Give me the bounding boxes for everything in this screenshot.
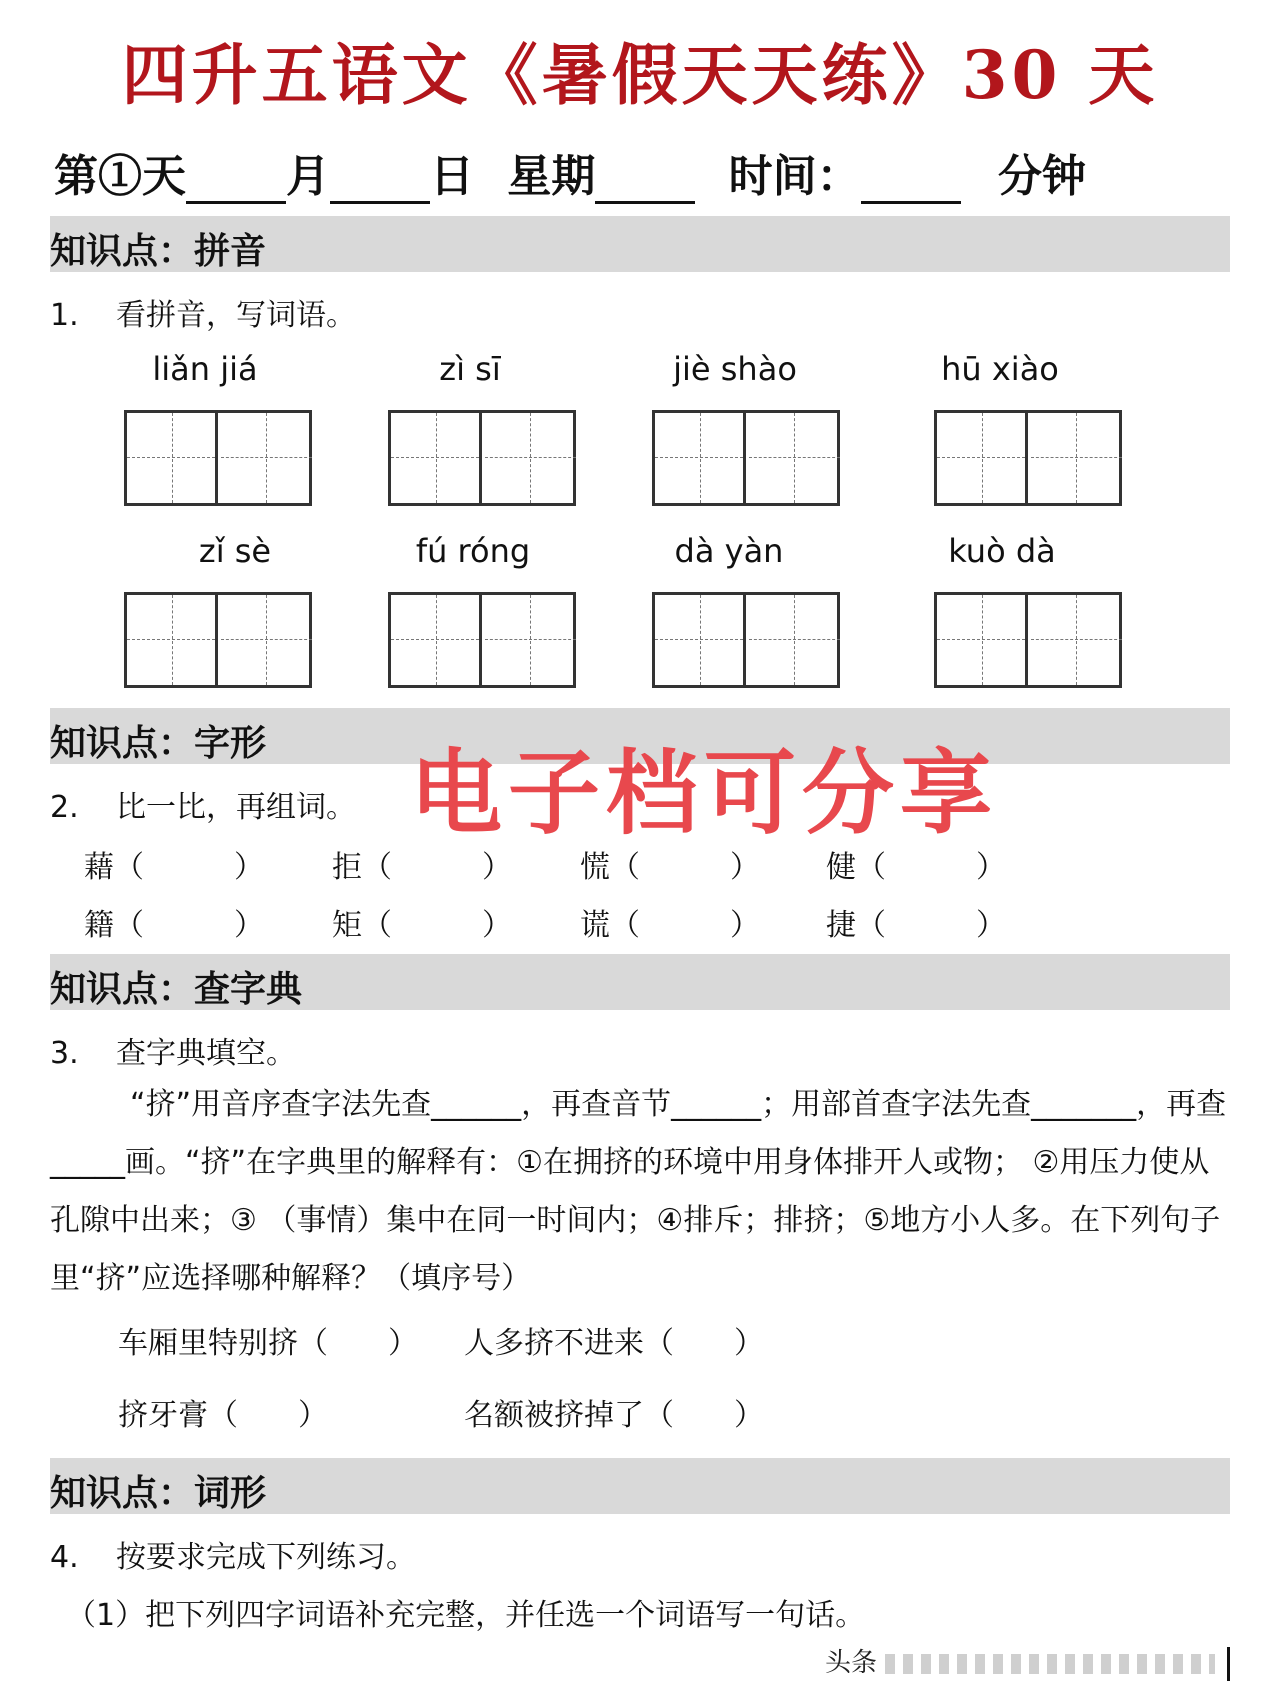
pinyin-label: zì sī [439, 350, 501, 388]
writing-grid[interactable] [934, 410, 1122, 506]
pinyin-label: kuò dà [948, 532, 1056, 570]
footer-end-mark [1227, 1647, 1230, 1681]
time-label: 时间： [728, 151, 861, 202]
compare-item[interactable]: 矩（ ） [332, 908, 512, 943]
writing-grid[interactable] [124, 410, 312, 506]
footer-brand: 头条 [824, 1648, 877, 1678]
writing-grid[interactable] [388, 592, 576, 688]
question-1: 1. 看拼音，写词语。 [50, 298, 356, 333]
section-header-word-form: 知识点：词形 [50, 1458, 1230, 1514]
compare-item[interactable]: 拒（ ） [332, 850, 512, 885]
pinyin-label: hū xiào [941, 350, 1059, 388]
compare-item[interactable]: 藉（ ） [84, 850, 264, 885]
month-label: 月 [286, 151, 330, 202]
question-4: 4. 按要求完成下列练习。 [50, 1540, 416, 1575]
answer-item[interactable]: 车厢里特别挤（ ） [118, 1326, 418, 1361]
writing-grid[interactable] [388, 410, 576, 506]
answer-item[interactable]: 人多挤不进来（ ） [464, 1326, 764, 1361]
pinyin-label: jiè shào [673, 350, 797, 388]
compare-item[interactable]: 捷（ ） [826, 908, 1006, 943]
pinyin-label: fú róng [415, 532, 531, 570]
minutes-label: 分钟 [997, 151, 1086, 202]
month-blank[interactable] [186, 160, 286, 204]
section-header-dictionary: 知识点：查字典 [50, 954, 1230, 1010]
section-header-pinyin: 知识点：拼音 [50, 216, 1230, 272]
pinyin-label: liǎn jiá [152, 350, 258, 388]
share-watermark: 电子档可分享 [410, 740, 999, 847]
answer-item[interactable]: 名额被挤掉了（ ） [464, 1398, 764, 1433]
date-line [54, 140, 1244, 204]
pinyin-label: zǐ sè [198, 532, 272, 570]
writing-grid[interactable] [934, 592, 1122, 688]
worksheet-title: 四升五语文《暑假天天练》30 天 [121, 36, 1159, 114]
question-2: 2. 比一比，再组词。 [50, 790, 356, 825]
writing-grid[interactable] [652, 410, 840, 506]
time-blank[interactable] [861, 160, 961, 204]
weekday-blank[interactable] [595, 160, 695, 204]
compare-item[interactable]: 慌（ ） [580, 850, 760, 885]
footer-decoration [885, 1654, 1215, 1674]
footer [825, 1642, 1230, 1681]
section-header-glyph: 知识点：字形 [50, 708, 1230, 764]
question-4-sub1: （1）把下列四字词语补充完整，并任选一个词语写一句话。 [66, 1598, 866, 1633]
compare-item[interactable]: 谎（ ） [580, 908, 760, 943]
writing-grid[interactable] [124, 592, 312, 688]
date-blank[interactable] [330, 160, 430, 204]
answer-item[interactable]: 挤牙膏（ ） [118, 1398, 328, 1433]
question-3: 3. 查字典填空。 [50, 1036, 296, 1071]
writing-grid[interactable] [652, 592, 840, 688]
compare-item[interactable]: 健（ ） [826, 850, 1006, 885]
pinyin-label: dà yàn [674, 532, 784, 570]
date-label: 日 [430, 151, 474, 202]
weekday-label: 星期 [507, 151, 596, 202]
compare-item[interactable]: 籍（ ） [84, 908, 264, 943]
day-label: 第①天 [54, 151, 186, 202]
dictionary-paragraph: “挤”用音序查字法先查______，再查音节______；用部首查字法先查_______，再查_____画。“挤”在字典里的解释有：①在拥挤的环境中用身体排开人或物； ②用压力使从孔隙中出来；③ （事情）集中在同一时间内；④排斥；排挤；⑤地方小人多。在下列句子里“挤”应选择哪种解释？（填序号） [50, 1087, 1227, 1296]
